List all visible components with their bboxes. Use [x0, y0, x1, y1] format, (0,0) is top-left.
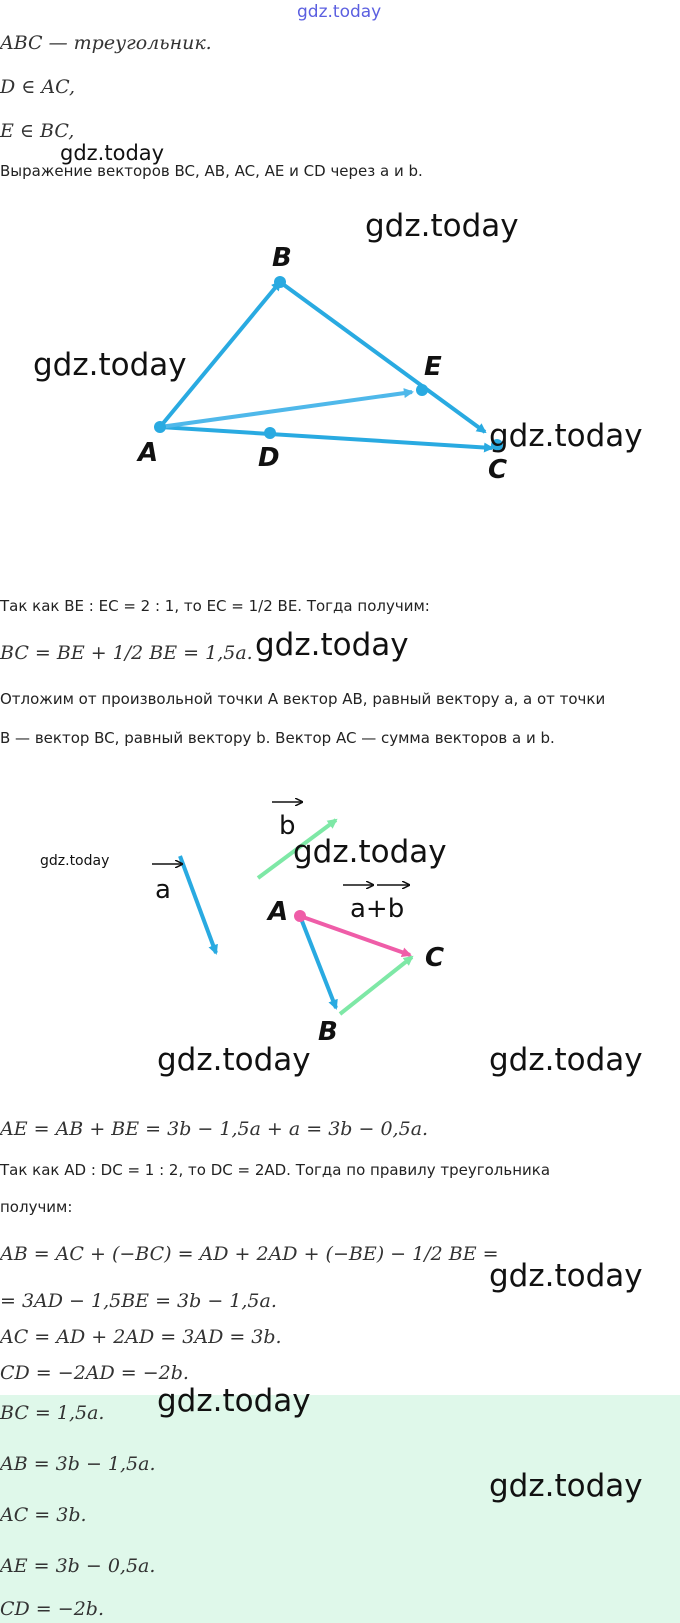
- watermark: gdz.today: [489, 418, 643, 454]
- formula-ab-2: = 3AD − 1,5BE = 3b − 1,5a.: [0, 1290, 277, 1312]
- answer-bc: BC = 1,5a.: [0, 1402, 105, 1424]
- watermark: gdz.today: [40, 853, 110, 869]
- label-d: D: [258, 443, 280, 473]
- ratio-statement-2: Так как AD : DC = 1 : 2, то DC = 2AD. Тогда по правилу треугольника: [0, 1161, 551, 1179]
- formula-ab-1: AB = AC + (−BC) = AD + 2AD + (−BE) − 1/2 BE =: [0, 1243, 499, 1265]
- construction-line-2: B — вектор BC, равный вектору b. Вектор AC — сумма векторов a и b.: [0, 729, 555, 747]
- point-a-fig2: [294, 910, 306, 922]
- watermark: gdz.today: [33, 347, 187, 383]
- label-e: E: [424, 352, 442, 382]
- label-b-fig2: B: [318, 1017, 338, 1047]
- vector-ac: [160, 427, 492, 448]
- ratio-statement-2-cont: получим:: [0, 1198, 73, 1216]
- watermark: gdz.today: [293, 834, 447, 870]
- formula-ae: AE = AB + BE = 3b − 1,5a + a = 3b − 0,5a.: [0, 1118, 429, 1140]
- label-vec-a: a: [155, 875, 171, 905]
- watermark: gdz.today: [489, 1258, 643, 1294]
- answer-box: [0, 1395, 680, 1623]
- watermark: gdz.today: [489, 1042, 643, 1078]
- answer-ab: AB = 3b − 1,5a.: [0, 1453, 156, 1475]
- given-line-3: E ∈ BC,: [0, 120, 75, 142]
- formula-bc: BC = BE + 1/2 BE = 1,5a.: [0, 642, 253, 664]
- label-vec-b: b: [279, 811, 296, 841]
- watermark-top: gdz.today: [297, 2, 382, 22]
- watermark: gdz.today: [157, 1383, 311, 1419]
- label-a: A: [138, 438, 159, 468]
- answer-ae: AE = 3b − 0,5a.: [0, 1555, 156, 1577]
- watermark: gdz.today: [157, 1042, 311, 1078]
- given-line-2: D ∈ AC,: [0, 76, 75, 98]
- watermark: gdz.today: [255, 627, 409, 663]
- point-a: [154, 421, 166, 433]
- point-b: [274, 276, 286, 288]
- vector-sum-figure: [0, 790, 680, 1050]
- label-sum: a+b: [350, 894, 405, 924]
- vector-ae: [160, 392, 412, 427]
- given-line-1: [0, 32, 212, 54]
- watermark: gdz.today: [60, 141, 165, 165]
- vector-ab-fig2: [300, 916, 336, 1008]
- label-c: C: [488, 455, 508, 485]
- answer-ac: AC = 3b.: [0, 1504, 87, 1526]
- task-statement: Выражение векторов BC, AB, AC, AE и CD через a и b.: [0, 162, 423, 180]
- label-a-fig2: A: [268, 897, 289, 927]
- label-b: B: [272, 243, 292, 273]
- point-d: [264, 427, 276, 439]
- vector-bc-fig2: [340, 957, 412, 1014]
- given-line-1-text: ABC — треугольник.: [0, 32, 212, 54]
- ratio-statement: Так как BE : EC = 2 : 1, то EC = 1/2 BE. Тогда получим:: [0, 597, 430, 615]
- label-c-fig2: C: [425, 943, 445, 973]
- segment-bc: [280, 282, 485, 432]
- formula-ac: AC = AD + 2AD = 3AD = 3b.: [0, 1326, 282, 1348]
- point-e: [416, 384, 428, 396]
- watermark: gdz.today: [365, 208, 519, 244]
- watermark: gdz.today: [489, 1468, 643, 1504]
- free-vector-a: [180, 856, 216, 953]
- formula-cd: CD = −2AD = −2b.: [0, 1362, 189, 1384]
- answer-cd: CD = −2b.: [0, 1598, 104, 1620]
- construction-line-1: Отложим от произвольной точки A вектор AB, равный вектору a, а от точки: [0, 690, 606, 708]
